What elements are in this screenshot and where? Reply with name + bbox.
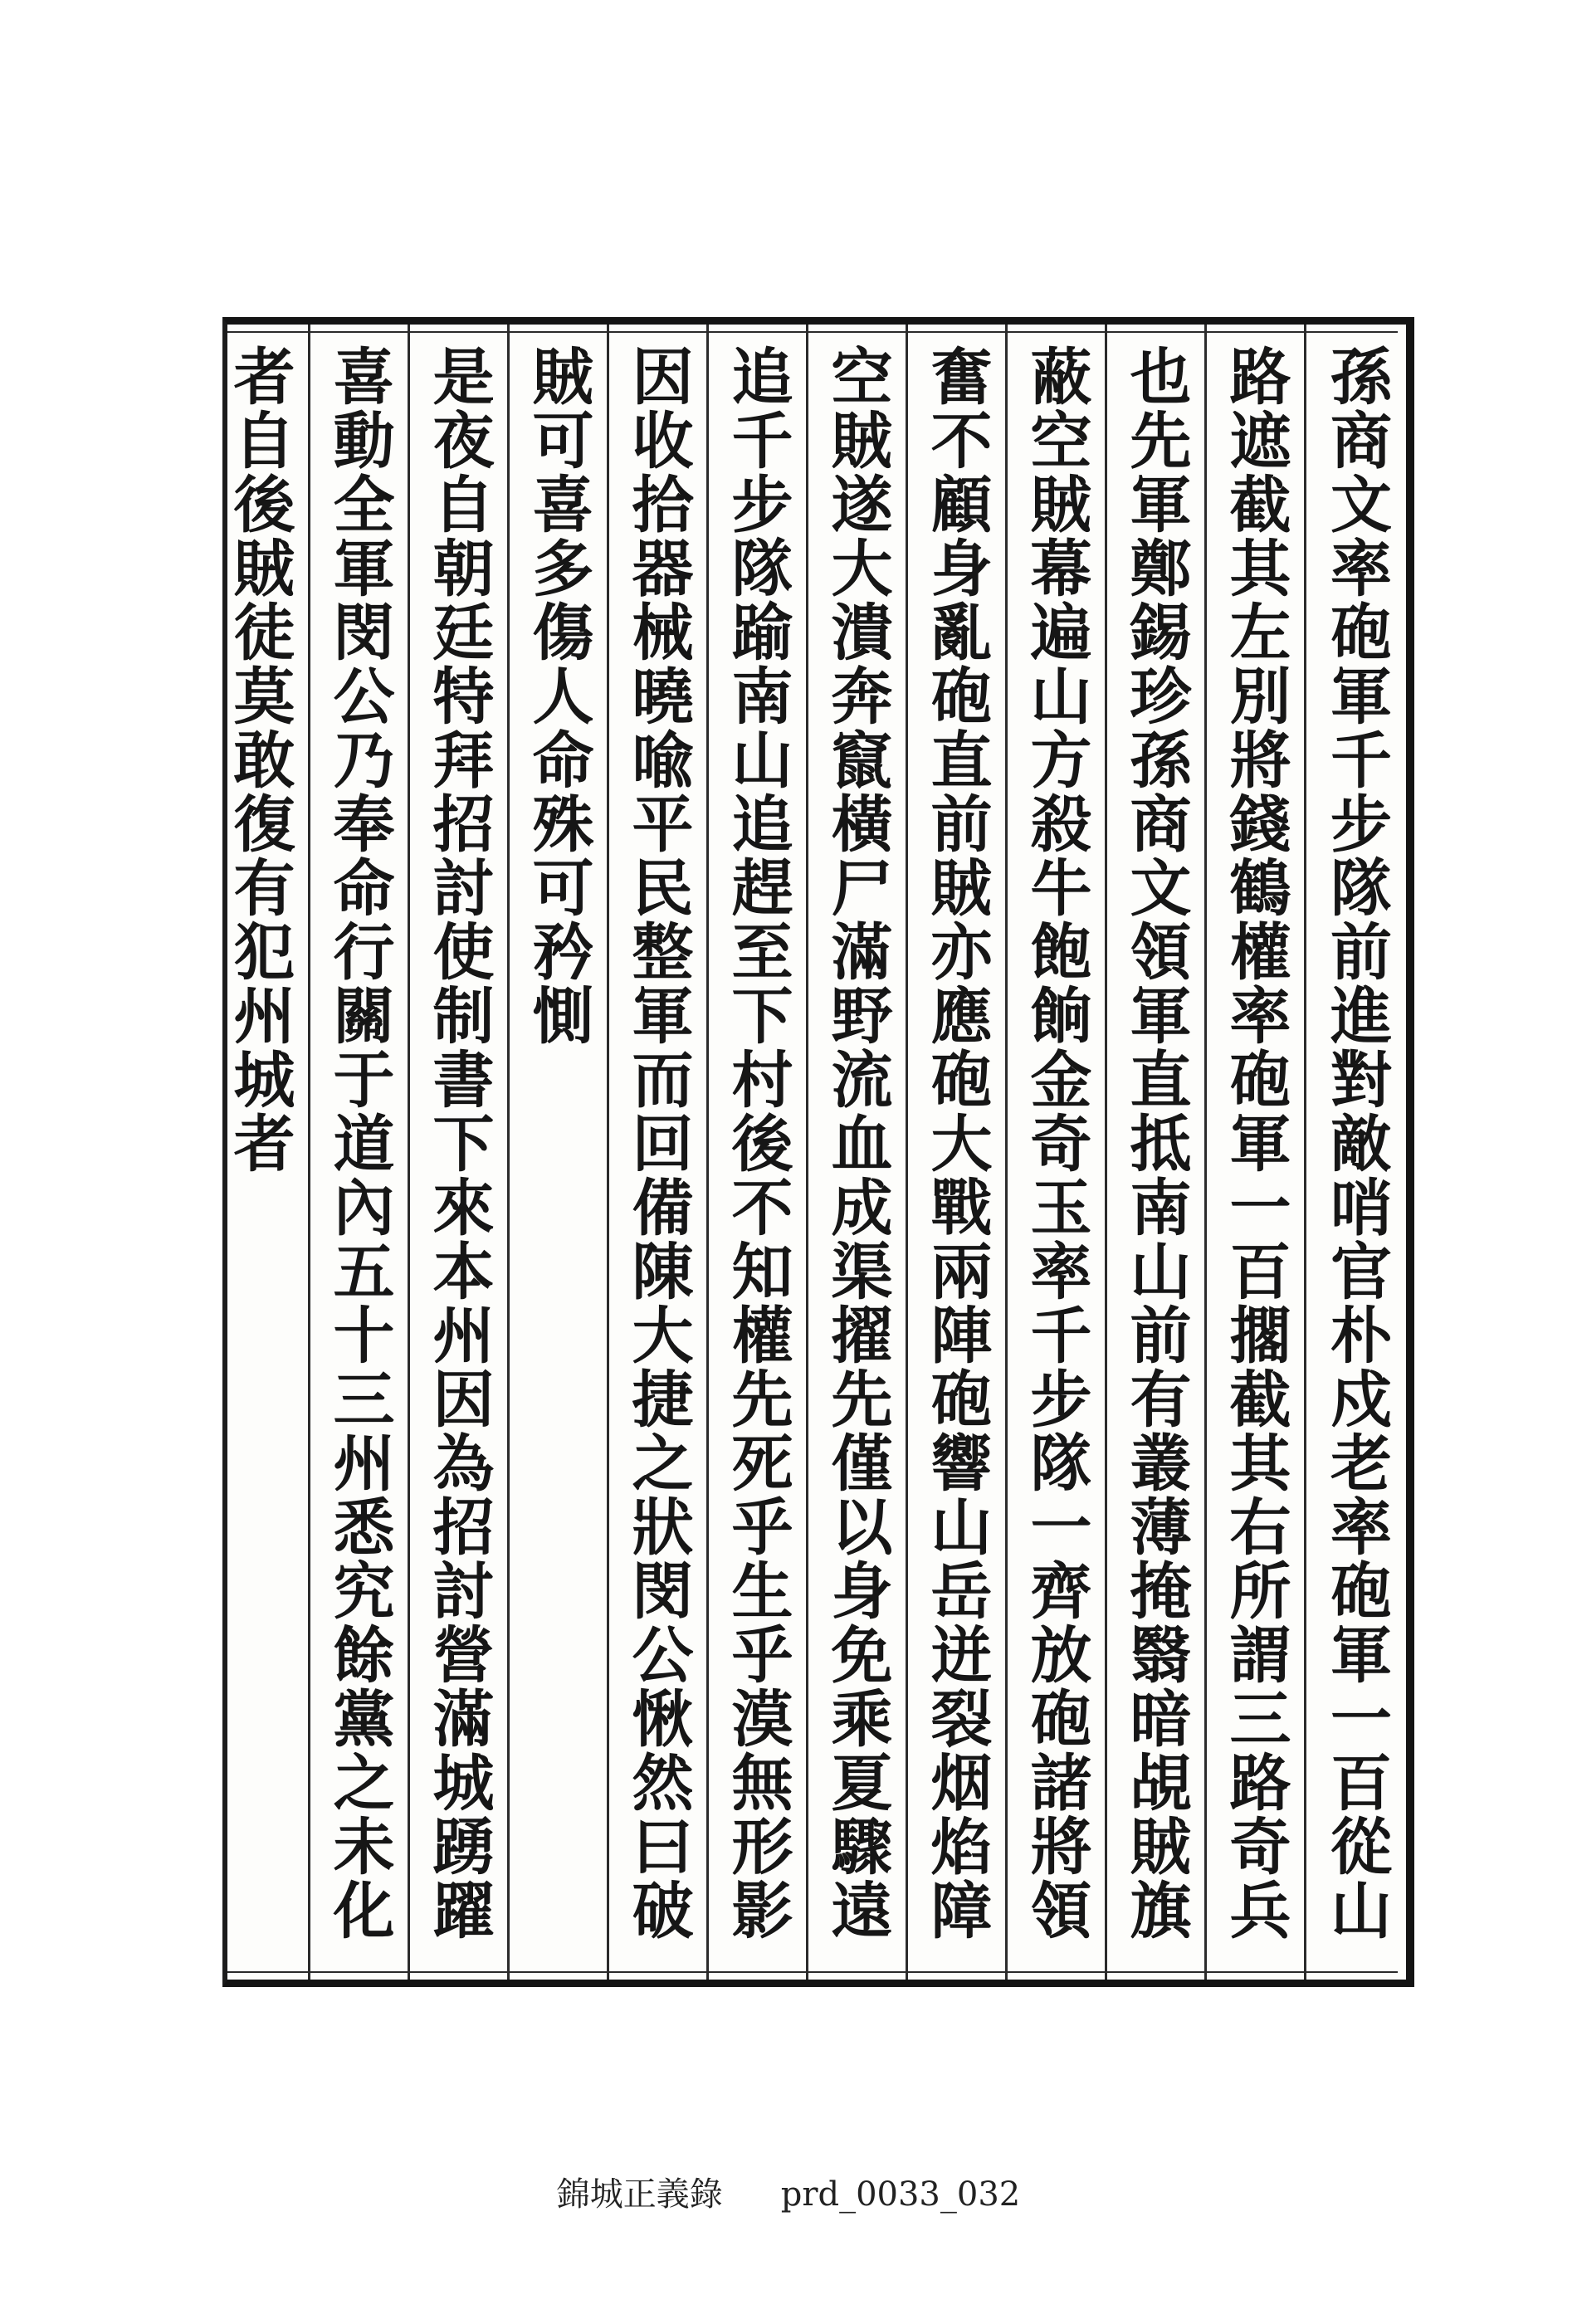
column-text: 孫商文率砲軍千步隊前進對敵哨官朴戍老率砲軍一百從山: [1321, 344, 1392, 1942]
page-identifier: prd_0033_032: [780, 2175, 1021, 2214]
text-columns: [223, 325, 1406, 1980]
column-text: 蔽空賊幕遍山方殺牛飽餉金奇玉率千步隊一齊放砲諸將領: [1020, 344, 1092, 1942]
text-column: [709, 325, 808, 1980]
book-title: 錦城正義錄: [556, 2175, 723, 2214]
text-column: [908, 325, 1008, 1980]
column-text: 者自後賊徒莫敢復有犯州城者: [223, 344, 295, 1175]
text-column: [1008, 325, 1107, 1980]
text-column: [1306, 325, 1406, 1980]
text-column: [211, 325, 310, 1980]
text-column: [310, 325, 410, 1980]
text-column: [609, 325, 709, 1980]
column-text: 賊可喜多傷人命殊可矜惻: [522, 344, 594, 1047]
column-text: 喜動全軍閔公乃奉命行關于道內五十三州悉究餘黨之未化: [323, 344, 395, 1942]
text-column: [410, 325, 510, 1980]
text-frame: [222, 317, 1414, 1987]
text-column: [1207, 325, 1306, 1980]
column-text: 是夜自朝廷特拜招討使制書下來本州因為招討營滿城踴躍: [422, 344, 495, 1942]
column-text: 追千步隊踰南山追趕至下村後不知權先死乎生乎漠無形影: [721, 344, 793, 1942]
page-footer: [0, 2168, 1577, 2215]
column-text: 路遮截其左別將錢鶴權率砲軍一百擱截其右所謂三路奇兵: [1219, 344, 1291, 1942]
column-text: 奮不顧身亂砲直前賊亦應砲大戰兩陣砲響山岳迸裂烟焰障: [920, 344, 993, 1942]
column-text: 因收拾器械曉喩平民整軍而回備陳大捷之狀閔公愀然曰破: [622, 344, 694, 1942]
text-column: [1107, 325, 1207, 1980]
column-text: 也先軍鄭錫珍孫商文領軍直抵南山前有叢薄掩翳暗覘賊旗: [1120, 344, 1192, 1942]
column-text: 空賊遂大潰奔竄橫尸滿野流血成渠擢先僅以身免乘夏驟遠: [821, 344, 893, 1942]
text-column: [510, 325, 609, 1980]
text-column: [808, 325, 908, 1980]
